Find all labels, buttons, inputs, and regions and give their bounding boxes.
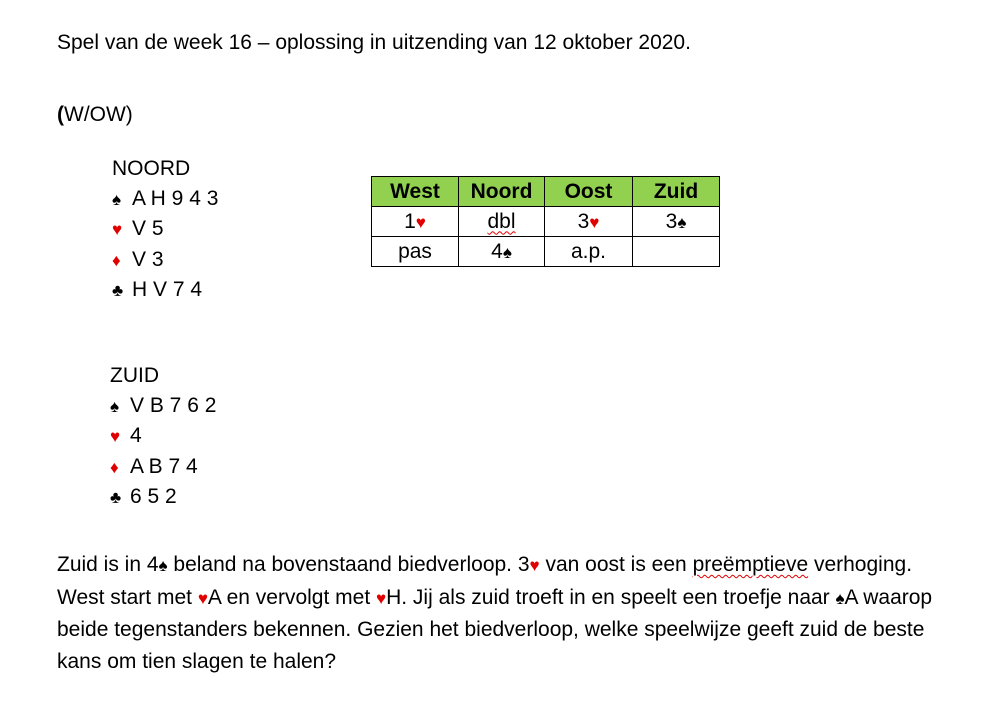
problem-text: [57, 549, 957, 677]
heart-icon: ♥: [589, 212, 600, 232]
bidding-row: [372, 237, 720, 267]
north-hearts-line: [112, 214, 218, 245]
heart-icon: ♥: [110, 427, 121, 446]
bid-cell: a.p.: [545, 237, 633, 267]
spade-icon: ♠: [158, 556, 168, 575]
club-icon: ♣: [112, 281, 124, 300]
north-diamonds-line: [112, 245, 218, 276]
bid-cell: [459, 237, 545, 267]
problem-fragment: beland na bovenstaand biedverloop. 3: [167, 553, 530, 576]
bid-cell: [372, 207, 459, 237]
north-hearts: V 5: [132, 217, 164, 240]
south-spades: V B 7 6 2: [130, 393, 217, 417]
header-noord: Noord: [459, 177, 545, 207]
heart-icon: ♥: [376, 588, 387, 608]
problem-fragment: verhoging. West start met: [57, 553, 913, 609]
club-icon: ♣: [110, 488, 122, 507]
spade-icon: ♠: [112, 189, 122, 209]
south-spades-line: [110, 391, 216, 422]
north-diamonds: V 3: [132, 247, 164, 271]
vulnerability-line: [57, 103, 133, 127]
problem-fragment: van oost is een: [539, 553, 693, 576]
bidding-table: [371, 176, 720, 267]
bid-level: 3: [665, 209, 678, 233]
south-clubs: 6 5 2: [130, 485, 177, 508]
header-oost: Oost: [545, 177, 633, 207]
vuln-paren: (: [57, 103, 64, 126]
south-hearts: 4: [130, 424, 142, 447]
bid-cell: [633, 207, 720, 237]
south-hand: [110, 361, 216, 513]
page-title: Spel van de week 16 – oplossing in uitzending van 12 oktober 2020.: [57, 31, 691, 54]
heart-icon: ♥: [415, 212, 426, 232]
header-west: West: [372, 177, 459, 207]
south-hearts-line: [110, 421, 216, 452]
heart-icon: ♥: [197, 588, 208, 608]
north-clubs-line: [112, 275, 218, 306]
heart-icon: ♥: [112, 220, 123, 239]
bid-cell: [545, 207, 633, 237]
bid-level: 4: [491, 239, 503, 263]
bidding-header-row: [372, 177, 720, 207]
diamond-icon: ♦: [112, 250, 121, 270]
bid-cell: pas: [372, 237, 459, 267]
bid-level: 1: [404, 209, 416, 233]
bid-text: dbl: [487, 209, 516, 233]
problem-fragment: A waarop beide tegenstanders bekennen. Gezien het biedverloop, welke speelwijze geeft zuid de beste kans om tien slagen te halen?: [57, 585, 933, 673]
bid-level: 3: [577, 209, 590, 233]
problem-fragment: A en vervolgt met: [207, 585, 376, 609]
south-diamonds: A B 7 4: [130, 454, 198, 478]
south-label: ZUID: [110, 364, 159, 387]
spellcheck-word: preëmptieve: [692, 553, 809, 576]
vuln-text: W/OW): [64, 103, 133, 126]
header-zuid: Zuid: [633, 177, 720, 207]
south-diamonds-line: [110, 452, 216, 483]
problem-fragment: H. Jij als zuid troeft in en speelt een troefje naar: [386, 585, 836, 609]
spade-icon: ♠: [677, 212, 687, 232]
spade-icon: ♠: [502, 242, 512, 262]
bid-cell: [459, 207, 545, 237]
north-hand: [112, 154, 218, 306]
north-spades: A H 9 4 3: [132, 186, 219, 210]
north-clubs: H V 7 4: [132, 278, 203, 301]
bidding-row: [372, 207, 720, 237]
north-spades-line: [112, 184, 218, 215]
diamond-icon: ♦: [110, 457, 119, 477]
spade-icon: ♠: [110, 396, 120, 416]
problem-fragment: Zuid is in 4: [57, 553, 159, 576]
spade-icon: ♠: [835, 588, 845, 608]
north-label: NOORD: [112, 157, 191, 180]
south-clubs-line: [110, 482, 216, 513]
heart-icon: ♥: [529, 556, 540, 575]
bid-cell: [633, 237, 720, 267]
